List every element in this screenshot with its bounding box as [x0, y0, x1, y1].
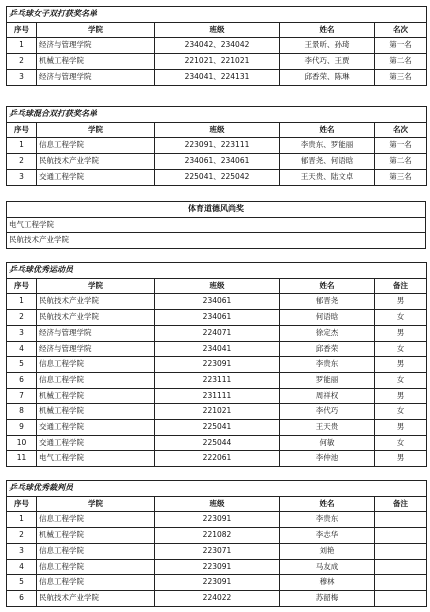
cell-result: 男 [375, 357, 427, 373]
cell-result [375, 528, 427, 544]
cell-class: 225041 [155, 420, 280, 436]
header-class: 班级 [155, 22, 280, 38]
header-note: 备注 [375, 496, 427, 512]
header-rank: 名次 [375, 122, 427, 138]
table-row [7, 451, 427, 467]
cell-college: 机械工程学院 [37, 528, 155, 544]
women-doubles-title: 乒乓球女子双打获奖名单 [7, 7, 427, 23]
cell-result: 第一名 [375, 138, 427, 154]
referees-title: 乒乓球优秀裁判员 [7, 481, 427, 497]
header-college: 学院 [37, 122, 155, 138]
cell-result [375, 512, 427, 528]
cell-result: 男 [375, 325, 427, 341]
cell-college: 民航技术产业学院 [37, 154, 155, 170]
table-row [7, 38, 427, 54]
table-row [7, 590, 427, 606]
cell-class: 225044 [155, 435, 280, 451]
table-row [7, 54, 427, 70]
cell-no: 5 [7, 357, 37, 373]
sportsmanship-item: 电气工程学院 [7, 217, 426, 233]
athletes-header [7, 278, 427, 294]
cell-result: 男 [375, 451, 427, 467]
cell-class: 234061、234061 [155, 154, 280, 170]
women-doubles-header [7, 22, 427, 38]
cell-college: 信息工程学院 [37, 357, 155, 373]
header-college: 学院 [37, 22, 155, 38]
cell-class: 221021 [155, 404, 280, 420]
cell-name: 刘艳 [280, 543, 375, 559]
mixed-doubles-title: 乒乓球混合双打获奖名单 [7, 107, 427, 123]
cell-no: 9 [7, 420, 37, 436]
cell-name: 何敏 [280, 435, 375, 451]
cell-no: 3 [7, 69, 37, 85]
cell-name: 李贵东、罗能丽 [280, 138, 375, 154]
cell-result [375, 559, 427, 575]
table-row [7, 341, 427, 357]
cell-college: 信息工程学院 [37, 543, 155, 559]
women-doubles-section [6, 6, 426, 86]
table-row [7, 372, 427, 388]
cell-result: 女 [375, 404, 427, 420]
cell-name: 李代巧、王贾 [280, 54, 375, 70]
cell-result: 女 [375, 341, 427, 357]
referees-section [6, 480, 426, 607]
mixed-doubles-section [6, 106, 426, 186]
header-class: 班级 [155, 122, 280, 138]
table-row [7, 154, 427, 170]
cell-result: 男 [375, 388, 427, 404]
cell-no: 8 [7, 404, 37, 420]
sportsmanship-table [6, 201, 426, 249]
mixed-doubles-table [6, 106, 427, 186]
cell-name: 李贵东 [280, 357, 375, 373]
cell-class: 224022 [155, 590, 280, 606]
cell-college: 信息工程学院 [37, 372, 155, 388]
header-college: 学院 [37, 496, 155, 512]
cell-class: 234061 [155, 294, 280, 310]
header-name: 姓名 [280, 22, 375, 38]
cell-college: 信息工程学院 [37, 575, 155, 591]
cell-class: 223091 [155, 512, 280, 528]
cell-no: 4 [7, 559, 37, 575]
cell-result: 男 [375, 294, 427, 310]
cell-no: 6 [7, 372, 37, 388]
cell-college: 经济与管理学院 [37, 38, 155, 54]
cell-college: 机械工程学院 [37, 54, 155, 70]
header-class: 班级 [155, 278, 280, 294]
cell-college: 机械工程学院 [37, 388, 155, 404]
table-row [7, 169, 427, 185]
cell-class: 221082 [155, 528, 280, 544]
header-name: 姓名 [280, 496, 375, 512]
cell-college: 经济与管理学院 [37, 341, 155, 357]
cell-class: 223091 [155, 575, 280, 591]
athletes-title: 乒乓球优秀运动员 [7, 263, 427, 279]
cell-no: 1 [7, 138, 37, 154]
cell-result: 第一名 [375, 38, 427, 54]
cell-name: 马友成 [280, 559, 375, 575]
cell-class: 231111 [155, 388, 280, 404]
header-rank: 名次 [375, 22, 427, 38]
cell-name: 穆林 [280, 575, 375, 591]
header-no: 序号 [7, 122, 37, 138]
cell-name: 王天贵、陆文卓 [280, 169, 375, 185]
cell-no: 2 [7, 528, 37, 544]
cell-no: 2 [7, 310, 37, 326]
table-row [7, 528, 427, 544]
cell-result: 女 [375, 310, 427, 326]
header-no: 序号 [7, 22, 37, 38]
header-name: 姓名 [280, 122, 375, 138]
cell-class: 234042、234042 [155, 38, 280, 54]
cell-name: 周祥权 [280, 388, 375, 404]
table-row [7, 435, 427, 451]
cell-college: 民航技术产业学院 [37, 310, 155, 326]
cell-result: 女 [375, 435, 427, 451]
header-no: 序号 [7, 496, 37, 512]
cell-college: 机械工程学院 [37, 404, 155, 420]
header-note: 备注 [375, 278, 427, 294]
cell-name: 王天贵 [280, 420, 375, 436]
sportsmanship-title: 体育道德风尚奖 [7, 202, 426, 218]
cell-class: 223091、223111 [155, 138, 280, 154]
cell-class: 225041、225042 [155, 169, 280, 185]
header-college: 学院 [37, 278, 155, 294]
cell-result: 女 [375, 372, 427, 388]
table-row [7, 388, 427, 404]
cell-no: 11 [7, 451, 37, 467]
cell-no: 2 [7, 154, 37, 170]
table-row [7, 69, 427, 85]
cell-no: 2 [7, 54, 37, 70]
cell-class: 223071 [155, 543, 280, 559]
cell-no: 3 [7, 543, 37, 559]
cell-college: 信息工程学院 [37, 138, 155, 154]
table-row [7, 512, 427, 528]
cell-name: 邱香荣、陈琳 [280, 69, 375, 85]
cell-college: 经济与管理学院 [37, 69, 155, 85]
table-row [7, 420, 427, 436]
cell-result [375, 575, 427, 591]
cell-name: 王景昕、孙琦 [280, 38, 375, 54]
cell-class: 234041 [155, 341, 280, 357]
referees-header [7, 496, 427, 512]
cell-no: 1 [7, 38, 37, 54]
cell-name: 苏韶梅 [280, 590, 375, 606]
cell-college: 民航技术产业学院 [37, 294, 155, 310]
athletes-table [6, 262, 427, 467]
cell-class: 234061 [155, 310, 280, 326]
cell-class: 221021、221021 [155, 54, 280, 70]
athletes-section [6, 262, 426, 467]
cell-result [375, 543, 427, 559]
cell-no: 7 [7, 388, 37, 404]
table-row [7, 404, 427, 420]
cell-college: 信息工程学院 [37, 559, 155, 575]
header-no: 序号 [7, 278, 37, 294]
cell-no: 4 [7, 341, 37, 357]
cell-class: 222061 [155, 451, 280, 467]
table-row [7, 325, 427, 341]
cell-name: 李贵东 [280, 512, 375, 528]
cell-name: 李志华 [280, 528, 375, 544]
cell-no: 3 [7, 169, 37, 185]
cell-result: 第二名 [375, 54, 427, 70]
cell-no: 3 [7, 325, 37, 341]
sportsmanship-section [6, 201, 426, 249]
cell-class: 234041、224131 [155, 69, 280, 85]
cell-name: 徐定杰 [280, 325, 375, 341]
cell-name: 李代巧 [280, 404, 375, 420]
table-row [7, 357, 427, 373]
cell-result [375, 590, 427, 606]
header-class: 班级 [155, 496, 280, 512]
table-row [7, 559, 427, 575]
cell-result: 男 [375, 420, 427, 436]
cell-result: 第二名 [375, 154, 427, 170]
mixed-doubles-header [7, 122, 427, 138]
cell-no: 10 [7, 435, 37, 451]
cell-name: 郁晋尧 [280, 294, 375, 310]
cell-name: 罗能丽 [280, 372, 375, 388]
table-row [7, 310, 427, 326]
cell-college: 民航技术产业学院 [37, 590, 155, 606]
table-row [7, 575, 427, 591]
cell-college: 电气工程学院 [37, 451, 155, 467]
cell-class: 224071 [155, 325, 280, 341]
cell-name: 邱香荣 [280, 341, 375, 357]
cell-no: 1 [7, 512, 37, 528]
cell-class: 223091 [155, 559, 280, 575]
cell-name: 李仲池 [280, 451, 375, 467]
cell-college: 交通工程学院 [37, 169, 155, 185]
cell-result: 第三名 [375, 69, 427, 85]
table-row [7, 138, 427, 154]
cell-class: 223111 [155, 372, 280, 388]
cell-no: 6 [7, 590, 37, 606]
cell-name: 郁晋尧、何语晗 [280, 154, 375, 170]
women-doubles-table [6, 6, 427, 86]
cell-college: 经济与管理学院 [37, 325, 155, 341]
table-row [7, 543, 427, 559]
referees-table [6, 480, 427, 607]
cell-no: 5 [7, 575, 37, 591]
cell-college: 交通工程学院 [37, 435, 155, 451]
cell-college: 交通工程学院 [37, 420, 155, 436]
cell-no: 1 [7, 294, 37, 310]
table-row [7, 294, 427, 310]
cell-name: 何语晗 [280, 310, 375, 326]
cell-class: 223091 [155, 357, 280, 373]
header-name: 姓名 [280, 278, 375, 294]
cell-college: 信息工程学院 [37, 512, 155, 528]
sportsmanship-item: 民航技术产业学院 [7, 233, 426, 249]
cell-result: 第三名 [375, 169, 427, 185]
